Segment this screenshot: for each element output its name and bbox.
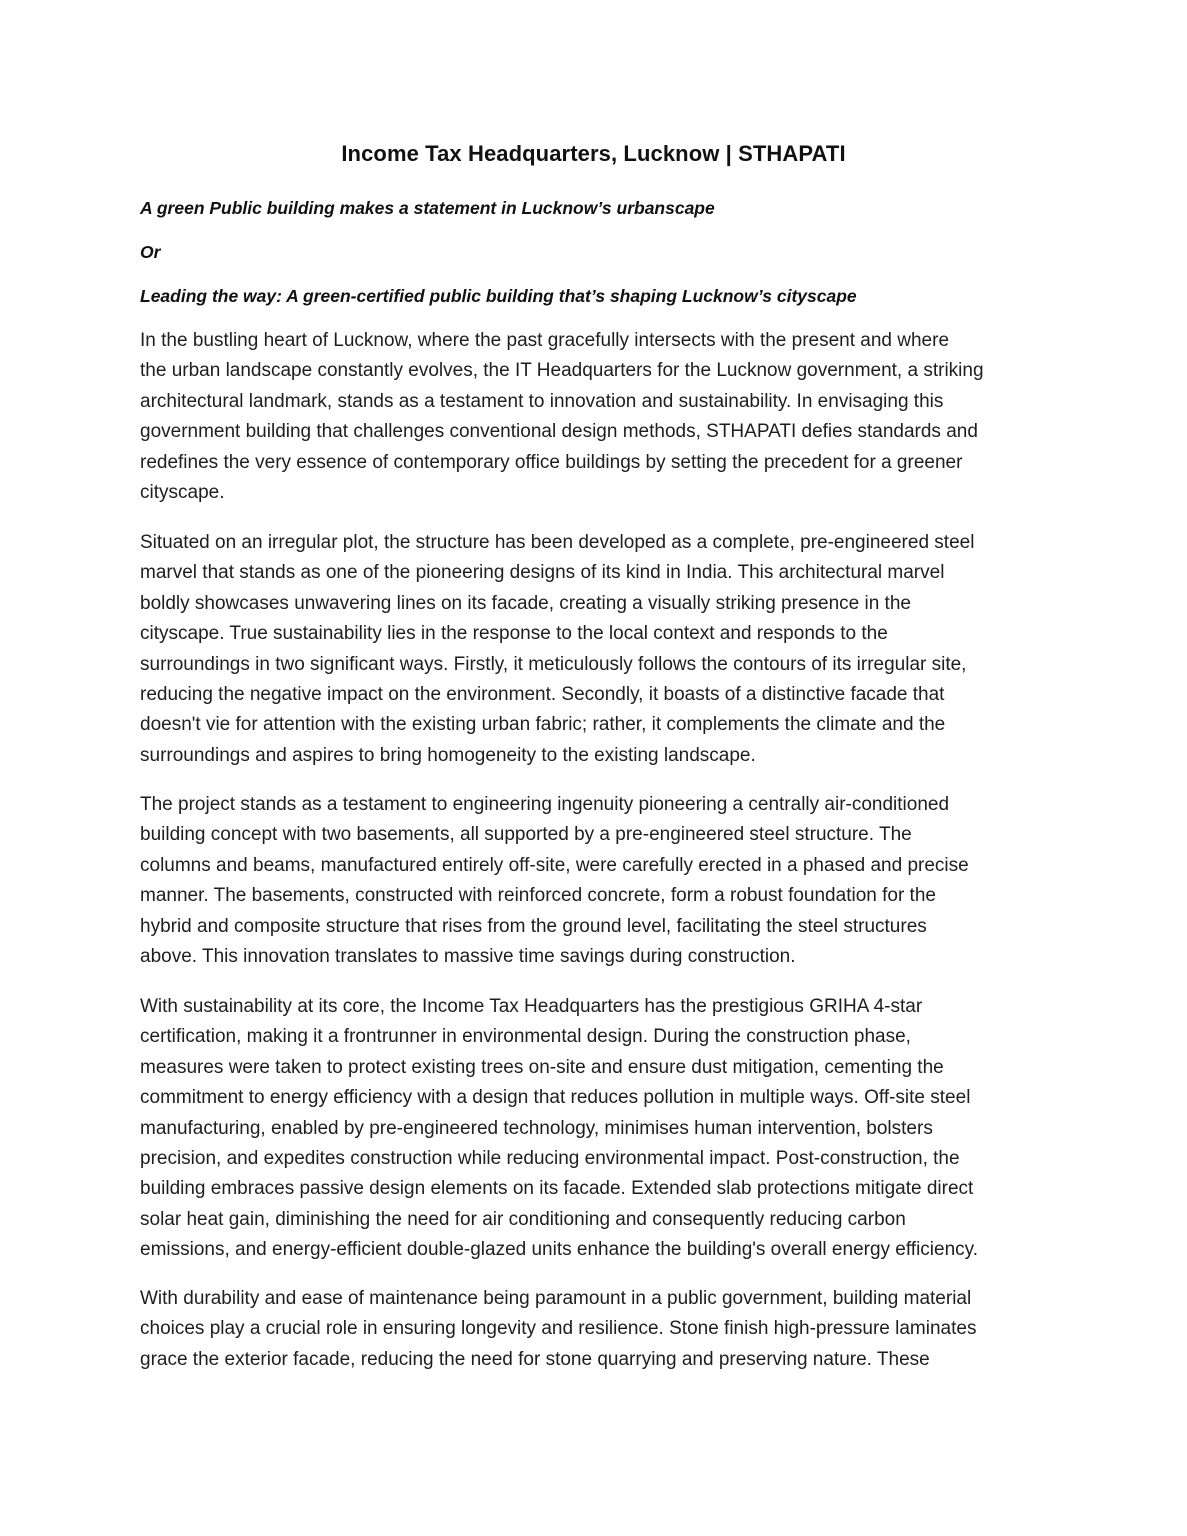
paragraph-line: doesn't vie for attention with the existing urban fabric; rather, it complements the climate and the xyxy=(140,714,946,736)
paragraph-line: building embraces passive design elements on its facade. Extended slab protections mitigate direct xyxy=(140,1178,974,1200)
paragraph-line: certification, making it a frontrunner in environmental design. During the construction phase, xyxy=(140,1026,911,1048)
paragraph-line: emissions, and energy-efficient double-glazed units enhance the building's overall energy efficiency. xyxy=(140,1239,979,1261)
paragraph-line: cityscape. xyxy=(140,482,225,504)
paragraph-line: marvel that stands as one of the pioneering designs of its kind in India. This architectural marvel xyxy=(140,562,945,584)
paragraph-line: hybrid and composite structure that rises from the ground level, facilitating the steel structures xyxy=(140,915,927,937)
paragraph-line: Situated on an irregular plot, the structure has been developed as a complete, pre-engineered steel xyxy=(140,532,975,553)
paragraph xyxy=(140,528,1055,771)
subtitle-or: Or xyxy=(140,242,161,262)
paragraph-line: choices play a crucial role in ensuring longevity and resilience. Stone finish high-pressure laminates xyxy=(140,1318,977,1340)
paragraph-line: grace the exterior facade, reducing the need for stone quarrying and preserving nature. These xyxy=(140,1348,930,1370)
paragraph-line: The project stands as a testament to engineering ingenuity pioneering a centrally air-conditioned xyxy=(140,794,950,815)
subtitle-alternate-headline: Leading the way: A green-certified public building that’s shaping Lucknow’s cityscape xyxy=(140,286,857,306)
paragraph-line: commitment to energy efficiency with a design that reduces pollution in multiple ways. Off-site steel xyxy=(140,1087,971,1109)
paragraph-line: solar heat gain, diminishing the need for air conditioning and consequently reducing carbon xyxy=(140,1208,906,1230)
paragraph-line: In the bustling heart of Lucknow, where the past gracefully intersects with the present and where xyxy=(140,330,950,351)
paragraph xyxy=(140,1284,1055,1375)
subtitle-headline: A green Public building makes a statement in Lucknow’s urbanscape xyxy=(140,198,715,218)
paragraph-line: boldly showcases unwavering lines on its facade, creating a visually striking presence in the xyxy=(140,592,911,614)
paragraph-line: measures were taken to protect existing trees on-site and ensure dust mitigation, cementing the xyxy=(140,1056,944,1078)
paragraph-line: reducing the negative impact on the environment. Secondly, it boasts of a distinctive facade that xyxy=(140,684,945,706)
paragraph-line: above. This innovation translates to massive time savings during construction. xyxy=(140,946,796,968)
paragraph xyxy=(140,992,1055,1266)
paragraph-line: With durability and ease of maintenance being paramount in a public government, building material xyxy=(140,1288,972,1309)
paragraph-line: precision, and expedites construction while reducing environmental impact. Post-construction, the xyxy=(140,1148,960,1170)
paragraph-line: cityscape. True sustainability lies in the response to the local context and responds to the xyxy=(140,623,888,645)
paragraph-line: With sustainability at its core, the Income Tax Headquarters has the prestigious GRIHA 4-star xyxy=(140,996,923,1017)
paragraph-line: manufacturing, enabled by pre-engineered technology, minimises human intervention, bolsters xyxy=(140,1117,933,1139)
paragraph-line: surroundings and aspires to bring homogeneity to the existing landscape. xyxy=(140,744,756,766)
paragraph-line: redefines the very essence of contemporary office buildings by setting the precedent for a greener xyxy=(140,451,963,473)
paragraph-line: manner. The basements, constructed with reinforced concrete, form a robust foundation for the xyxy=(140,885,936,907)
paragraph-line: government building that challenges conventional design methods, STHAPATI defies standards and xyxy=(140,421,978,443)
paragraph-line: surroundings in two significant ways. Firstly, it meticulously follows the contours of its irregular site, xyxy=(140,653,967,675)
paragraph-line: the urban landscape constantly evolves, the IT Headquarters for the Lucknow government, a striking xyxy=(140,360,984,382)
paragraph-line: building concept with two basements, all supported by a pre-engineered steel structure. The xyxy=(140,824,912,846)
paragraph xyxy=(140,326,1055,508)
paragraph xyxy=(140,790,1055,972)
paragraph-line: columns and beams, manufactured entirely off-site, were carefully erected in a phased and precise xyxy=(140,854,969,876)
paragraph-line: architectural landmark, stands as a testament to innovation and sustainability. In envisaging this xyxy=(140,390,944,412)
document-title: Income Tax Headquarters, Lucknow | STHAPATI xyxy=(341,141,846,166)
